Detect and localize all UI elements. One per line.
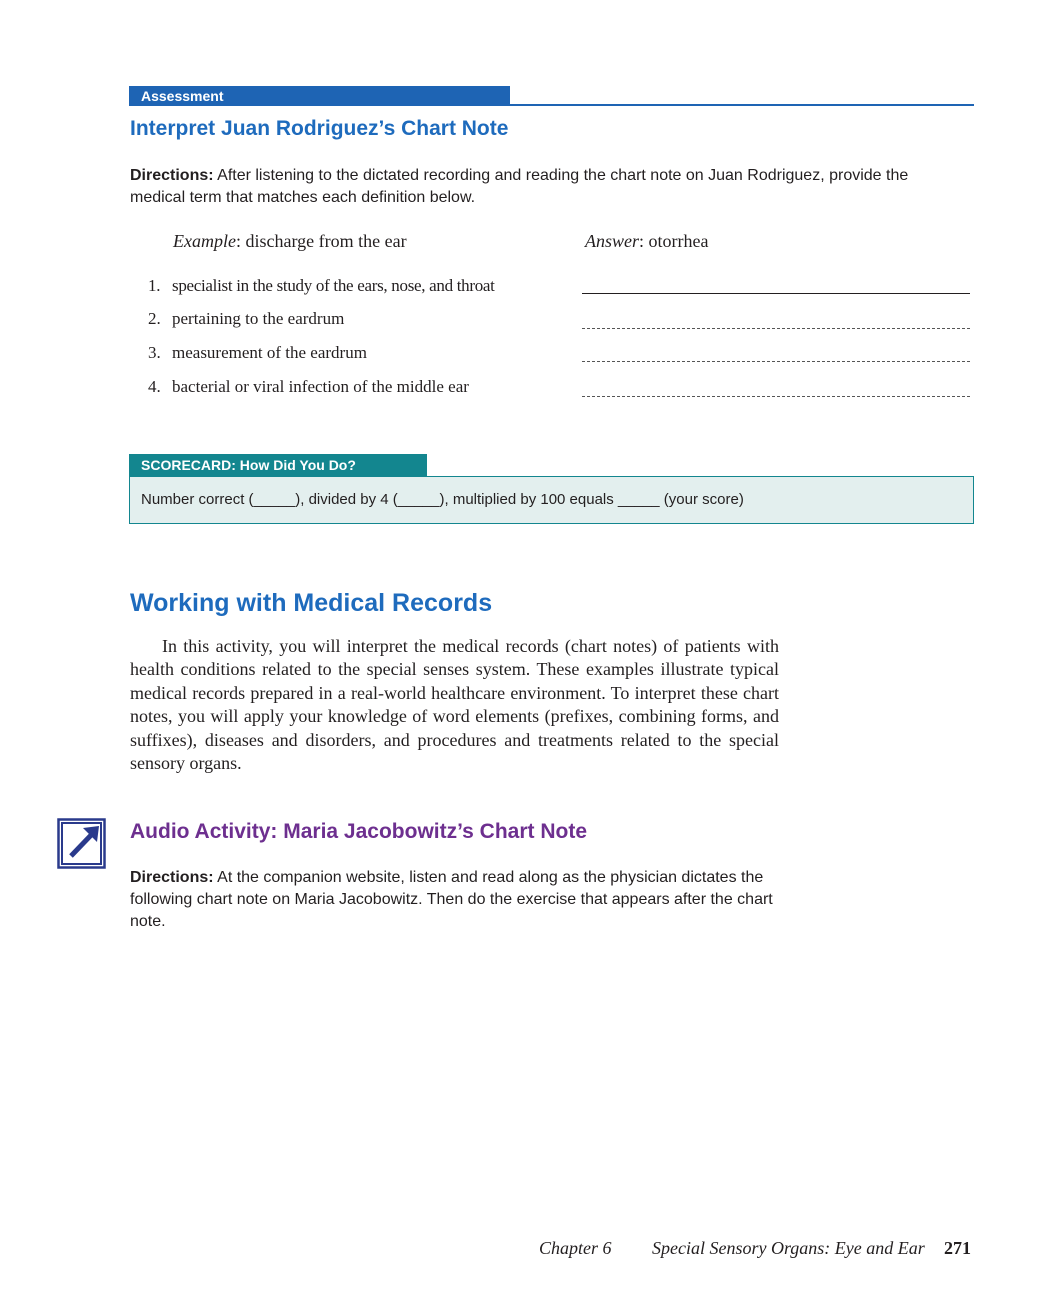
chapter-title: Special Sensory Organs: Eye and Ear	[652, 1238, 925, 1258]
records-heading: Working with Medical Records	[130, 589, 493, 617]
question-text: bacterial or viral infection of the middle ear	[172, 377, 469, 396]
directions-text: After listening to the dictated recording and reading the chart note on Juan Rodriguez, provide the medical term that matches each definition below.	[130, 167, 909, 206]
footer-chapter	[539, 1238, 612, 1259]
answer-blank[interactable]	[582, 293, 970, 294]
audio-directions-label: Directions:	[130, 869, 214, 886]
question-number: 3.	[148, 343, 161, 362]
scorecard-text: Number correct (_____), divided by 4 (_____), multiplied by 100 equals _____ (your score)	[141, 491, 744, 508]
question-text: pertaining to the eardrum	[172, 309, 345, 328]
records-paragraph: In this activity, you will interpret the medical records (chart notes) of patients with health conditions related to the special senses system. These examples illustrate typical medical records prepared in a real-world healthcare environment. To interpret these chart notes, you will apply your knowledge of word elements (prefixes, combining forms, and suffixes), diseases and disorders, and procedures and treatments related to the special sensory organs.	[130, 636, 779, 774]
page-number: 271	[944, 1238, 971, 1258]
question-text: specialist in the study of the ears, nose, and throat	[172, 276, 495, 295]
audio-directions-text: At the companion website, listen and read along as the physician dictates the following chart note on Maria Jacobowitz. Then do the exercise that appears after the chart note.	[130, 869, 773, 930]
directions-label: Directions:	[130, 167, 214, 184]
example-text: : discharge from the ear	[235, 231, 407, 251]
assessment-title: Interpret Juan Rodriguez’s Chart Note	[130, 117, 509, 140]
question-number: 1.	[148, 276, 161, 295]
chapter-label: Chapter 6	[539, 1238, 612, 1258]
assessment-directions	[130, 165, 930, 209]
question-item	[148, 343, 367, 363]
assessment-tab: Assessment	[129, 86, 510, 106]
question-item	[148, 309, 344, 329]
answer-blank[interactable]	[582, 328, 970, 329]
question-text: measurement of the eardrum	[172, 343, 367, 362]
audio-heading: Audio Activity: Maria Jacobowitz’s Chart Note	[130, 820, 588, 843]
scorecard-box	[129, 476, 974, 524]
audio-directions	[130, 867, 780, 933]
example-answer	[585, 231, 708, 252]
question-number: 2.	[148, 309, 161, 328]
question-number: 4.	[148, 377, 161, 396]
external-link-icon[interactable]	[57, 818, 109, 872]
answer-blank[interactable]	[582, 396, 970, 397]
answer-text: : otorrhea	[639, 231, 709, 251]
assessment-rule	[510, 104, 974, 106]
example-label: Example	[173, 231, 236, 251]
scorecard-tab: SCORECARD: How Did You Do?	[129, 454, 427, 476]
answer-blank[interactable]	[582, 361, 970, 362]
question-item	[148, 377, 469, 397]
footer-title	[652, 1238, 925, 1259]
answer-label: Answer	[585, 231, 639, 251]
question-item	[148, 276, 495, 296]
example-definition	[173, 231, 407, 252]
